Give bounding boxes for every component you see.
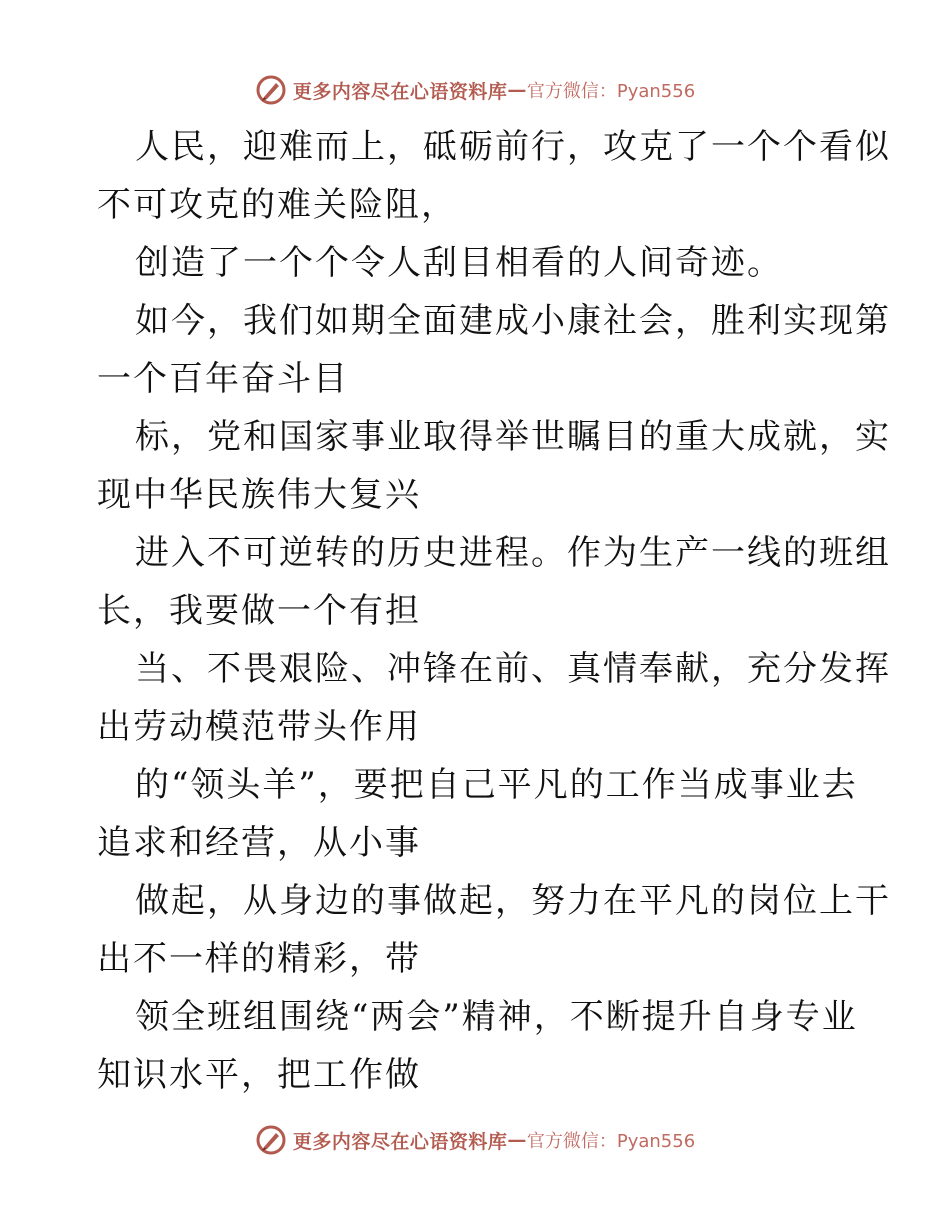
body-line-13: 追求和经营，从小事 [97,823,421,863]
body-line-14: 做起，从身边的事做起，努力在平凡的岗位上干 [135,881,891,921]
body-line-10: 当、不畏艰险、冲锋在前、真情奉献，充分发挥 [135,649,891,689]
footer-contact-text: 官方微信：Pyan556 [526,1131,696,1152]
footer-brand-text: 更多内容尽在心语资料库 [292,1130,508,1153]
body-line-11: 出劳动模范带头作用 [97,707,421,747]
document-body [97,118,891,1104]
footer-banner [0,1120,950,1160]
body-line-17: 知识水平，把工作做 [97,1055,421,1095]
header-contact-text: 官方微信：Pyan556 [526,81,696,102]
body-line-16: 领全班组围绕“两会”精神，不断提升自身专业 [135,997,858,1037]
body-line-7: 现中华民族伟大复兴 [97,475,421,515]
body-line-5: 一个百年奋斗目 [97,359,349,399]
body-line-6: 标，党和国家事业取得举世瞩目的重大成就，实 [135,417,891,457]
body-line-3: 创造了一个个令人刮目相看的人间奇迹。 [135,243,783,283]
body-line-12: 的“领头羊”，要把自己平凡的工作当成事业去 [135,765,858,805]
body-line-4: 如今，我们如期全面建成小康社会，胜利实现第 [135,301,891,341]
header-banner [0,70,950,110]
body-line-1: 人民，迎难而上，砥砺前行，攻克了一个个看似 [135,127,891,167]
body-line-8: 进入不可逆转的历史进程。作为生产一线的班组 [135,533,891,573]
body-line-2: 不可攻克的难关险阻， [97,185,457,225]
header-brand-text: 更多内容尽在心语资料库 [292,80,508,103]
footer-dash: — [507,1129,527,1151]
pen-nib-logo-icon [255,74,287,106]
header-dash: — [507,79,527,101]
pen-nib-logo-icon [255,1124,287,1156]
body-line-15: 出不一样的精彩，带 [97,939,421,979]
body-line-9: 长，我要做一个有担 [97,591,421,631]
